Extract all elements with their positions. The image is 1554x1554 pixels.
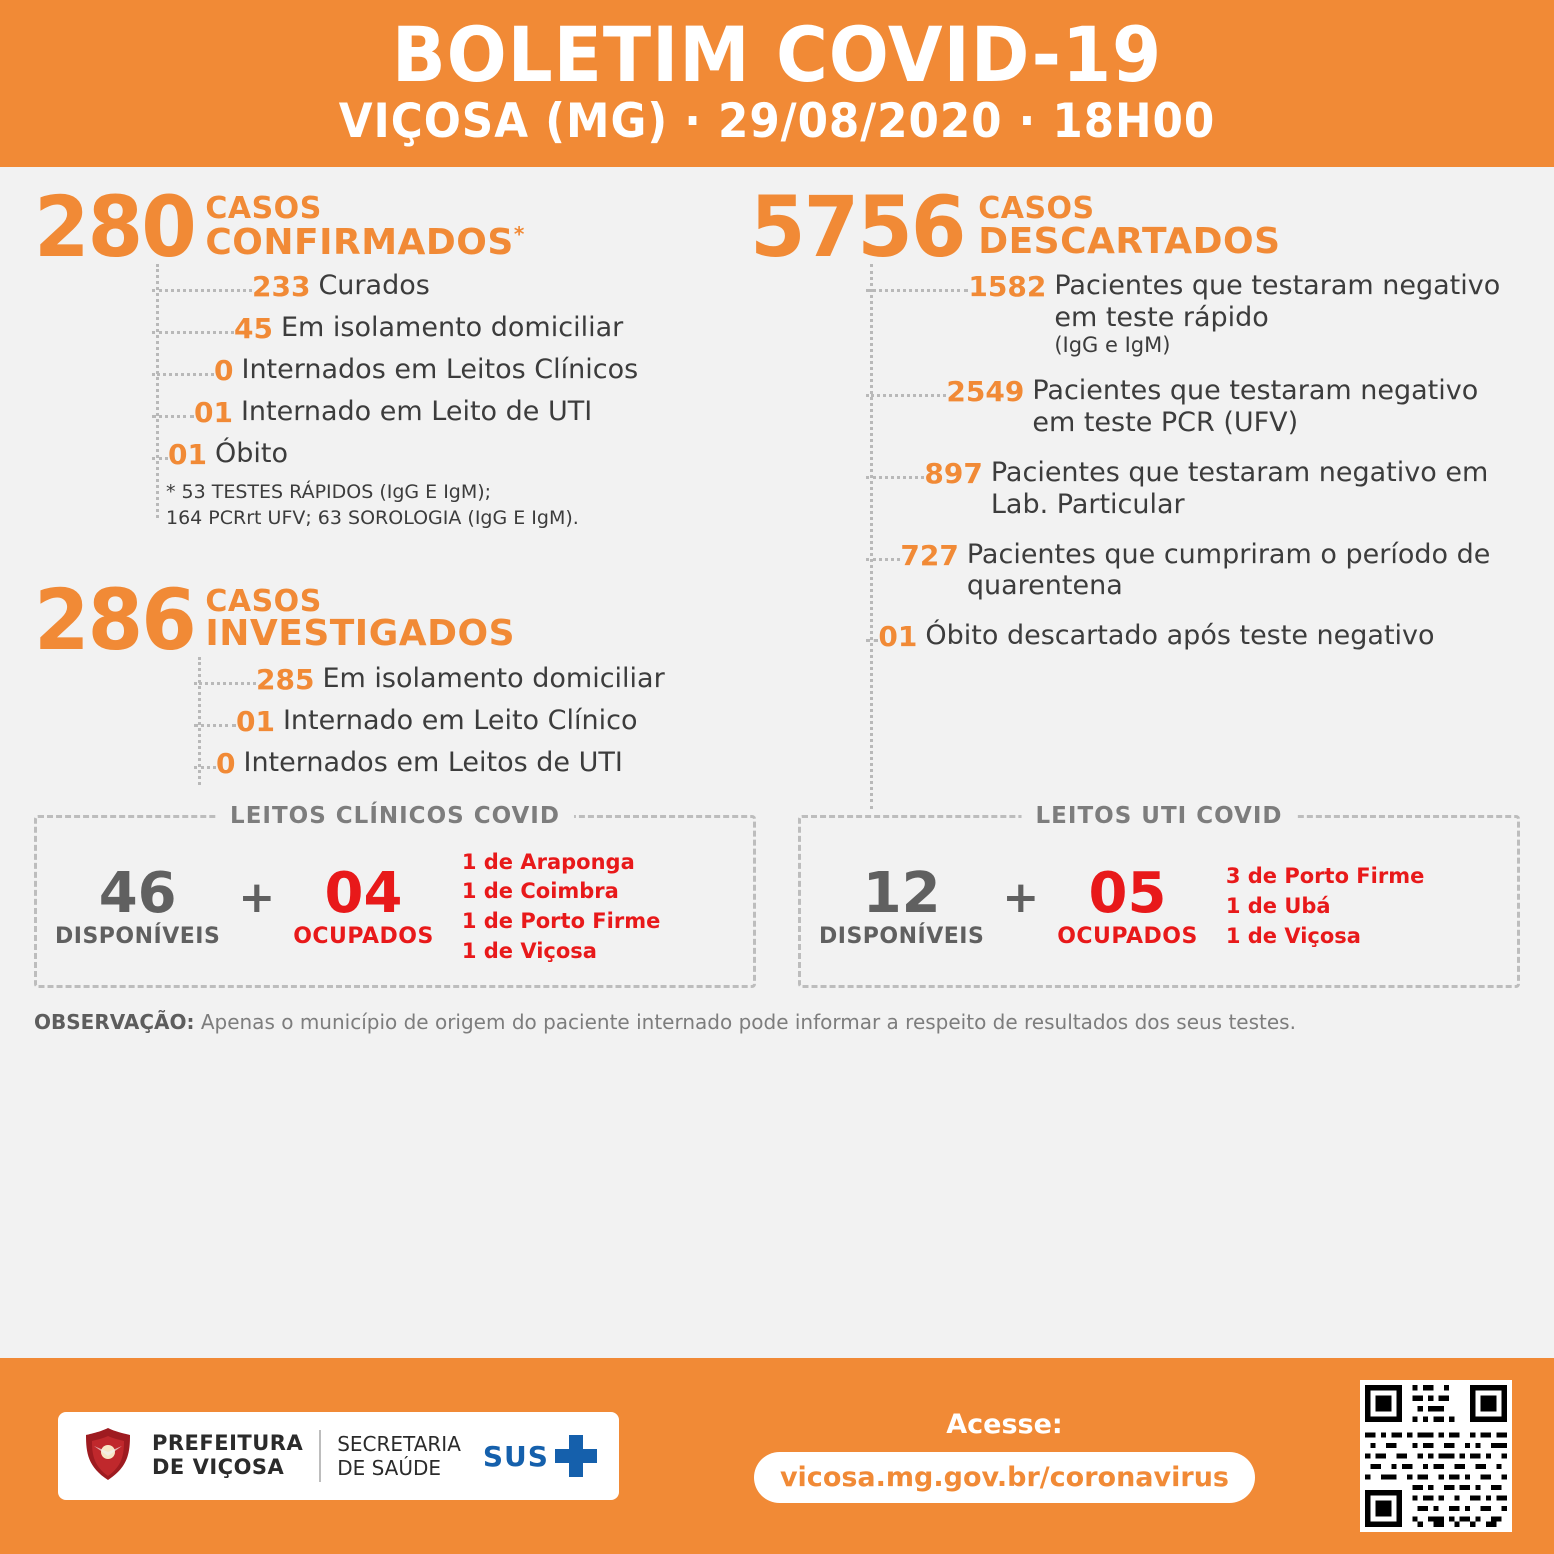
list-item-value: 45 <box>234 312 273 346</box>
list-item-label: Em isolamento domiciliar <box>280 312 624 344</box>
medical-cross-icon <box>555 1435 597 1477</box>
list-item-value: 2549 <box>946 375 1025 409</box>
discarded-list <box>866 270 1520 653</box>
confirmed-note-line1: * 53 TESTES RÁPIDOS (IgG E IgM); <box>166 481 492 504</box>
clinical-beds-box <box>34 802 756 988</box>
origin-item: 1 de Porto Firme <box>461 909 661 934</box>
list-item-label: Em isolamento domiciliar <box>322 662 665 694</box>
poster-header <box>0 0 1554 167</box>
discarded-heading <box>750 178 1520 277</box>
discarded-count: 5756 <box>750 178 965 277</box>
investigated-list <box>194 663 732 780</box>
list-item-subtext: (IgG e IgM) <box>1054 333 1171 358</box>
investigated-heading <box>34 570 732 669</box>
confirmed-note-line2: 164 PCRrt UFV; 63 SOROLOGIA (IgG E IgM). <box>166 506 579 529</box>
list-item-value: 01 <box>168 438 207 472</box>
confirmed-word-casos: CASOS <box>205 191 322 227</box>
list-item-label: Curados <box>318 270 430 302</box>
list-item <box>194 747 732 780</box>
icu-beds-available <box>819 860 985 949</box>
confirmed-count: 280 <box>34 178 195 277</box>
poster-body <box>0 167 1554 1358</box>
list-item-label: Internado em Leito Clínico <box>282 704 638 736</box>
list-item <box>866 270 1520 357</box>
clinical-beds-occupied <box>293 860 434 949</box>
list-item-value: 01 <box>878 620 918 654</box>
icu-available-value: 12 <box>862 860 941 926</box>
right-column <box>750 178 1520 788</box>
prefeitura-line2: DE VIÇOSA <box>152 1455 285 1479</box>
clinical-occupied-value: 04 <box>324 860 403 926</box>
page-subtitle: VIÇOSA (MG) · 29/08/2020 · 18H00 <box>338 94 1216 150</box>
secretaria-label <box>337 1432 461 1480</box>
clinical-occupied-label: OCUPADOS <box>293 923 434 949</box>
logo-box <box>58 1412 619 1500</box>
discarded-word-descartados: DESCARTADOS <box>978 220 1281 262</box>
plus-sign: + <box>1002 871 1040 923</box>
list-item-text: Pacientes que testaram negativo em teste rápido <box>1054 270 1501 334</box>
prefeitura-label <box>152 1432 303 1479</box>
secretaria-line1: SECRETARIA <box>337 1432 461 1456</box>
clinical-beds-origins <box>462 848 661 967</box>
list-item <box>152 438 732 471</box>
confirmed-note <box>166 480 732 531</box>
prefeitura-line1: PREFEITURA <box>152 1431 304 1456</box>
beds-section <box>34 802 1520 988</box>
logo-divider <box>319 1430 321 1482</box>
list-item <box>866 539 1520 603</box>
list-item-label <box>1054 270 1520 357</box>
sus-label: SUS <box>482 1439 549 1473</box>
list-item <box>194 705 732 738</box>
list-item-label: Óbito descartado após teste negativo <box>925 620 1435 652</box>
investigated-count: 286 <box>34 570 195 669</box>
origin-item: 1 de Viçosa <box>461 938 597 963</box>
observation-text: Apenas o município de origem do paciente internado pode informar a respeito de resultados dos seus testes. <box>200 1009 1296 1034</box>
list-item <box>152 396 732 429</box>
clinical-beds-available <box>55 860 221 949</box>
list-item-label: Óbito <box>214 438 288 470</box>
list-item-value: 285 <box>256 662 315 696</box>
investigated-word-casos: CASOS <box>205 583 322 619</box>
prefeitura-crest-icon <box>80 1426 136 1486</box>
list-item-label: Internados em Leitos de UTI <box>243 746 623 778</box>
list-item-value: 0 <box>216 746 236 780</box>
left-column <box>34 178 732 788</box>
icu-occupied-value: 05 <box>1088 860 1167 926</box>
secretaria-line2: DE SAÚDE <box>337 1456 442 1480</box>
observation <box>34 1010 1520 1034</box>
list-item-value: 897 <box>924 456 983 490</box>
confirmed-asterisk: * <box>513 221 525 246</box>
sus-logo <box>483 1435 597 1477</box>
confirmed-word-confirmados: CONFIRMADOS <box>205 221 514 263</box>
icu-beds-occupied <box>1057 860 1198 949</box>
plus-sign: + <box>238 871 276 923</box>
list-item-label: Pacientes que testaram negativo em Lab. Particular <box>990 456 1489 520</box>
origin-item: 1 de Coimbra <box>461 879 619 904</box>
icu-occupied-label: OCUPADOS <box>1057 923 1198 949</box>
origin-item: 1 de Araponga <box>461 849 635 874</box>
icu-beds-box <box>798 802 1520 988</box>
access-section <box>649 1409 1360 1503</box>
list-item-label: Internado em Leito de UTI <box>240 396 593 428</box>
observation-label: OBSERVAÇÃO: <box>34 1009 195 1034</box>
list-item <box>194 663 732 696</box>
confirmed-heading <box>34 178 732 277</box>
discarded-word-casos: CASOS <box>978 191 1095 227</box>
list-item-value: 01 <box>236 704 275 738</box>
clinical-available-value: 46 <box>98 860 177 926</box>
clinical-available-label: DISPONÍVEIS <box>55 923 221 949</box>
access-label: Acesse: <box>946 1409 1063 1440</box>
list-item-value: 01 <box>194 396 233 430</box>
list-item-label: Pacientes que testaram negativo em teste PCR (UFV) <box>1032 375 1479 439</box>
list-item-value: 727 <box>900 538 959 572</box>
confirmed-list <box>152 270 732 471</box>
list-item-value: 0 <box>214 354 234 388</box>
qr-code-icon[interactable] <box>1360 1380 1512 1532</box>
list-item-label: Internados em Leitos Clínicos <box>241 354 639 386</box>
clinical-beds-title: LEITOS CLÍNICOS COVID <box>216 803 574 829</box>
icu-available-label: DISPONÍVEIS <box>819 923 985 949</box>
list-item <box>866 620 1520 653</box>
list-item-value: 1582 <box>968 270 1047 304</box>
list-item <box>152 354 732 387</box>
list-item <box>152 270 732 303</box>
icu-beds-origins <box>1226 862 1425 951</box>
icu-beds-title: LEITOS UTI COVID <box>1022 803 1297 829</box>
list-item-label: Pacientes que cumpriram o período de quarentena <box>966 538 1491 602</box>
poster-footer <box>0 1358 1554 1554</box>
list-item-value: 233 <box>252 270 311 304</box>
list-item <box>866 375 1520 439</box>
list-item <box>866 457 1520 521</box>
origin-item: 1 de Viçosa <box>1225 924 1361 949</box>
origin-item: 3 de Porto Firme <box>1225 864 1425 889</box>
page-title: BOLETIM COVID-19 <box>391 10 1163 99</box>
website-url-link[interactable]: vicosa.mg.gov.br/coronavirus <box>754 1452 1255 1503</box>
origin-item: 1 de Ubá <box>1225 894 1331 919</box>
investigated-word-investigados: INVESTIGADOS <box>205 613 516 655</box>
list-item <box>152 312 732 345</box>
